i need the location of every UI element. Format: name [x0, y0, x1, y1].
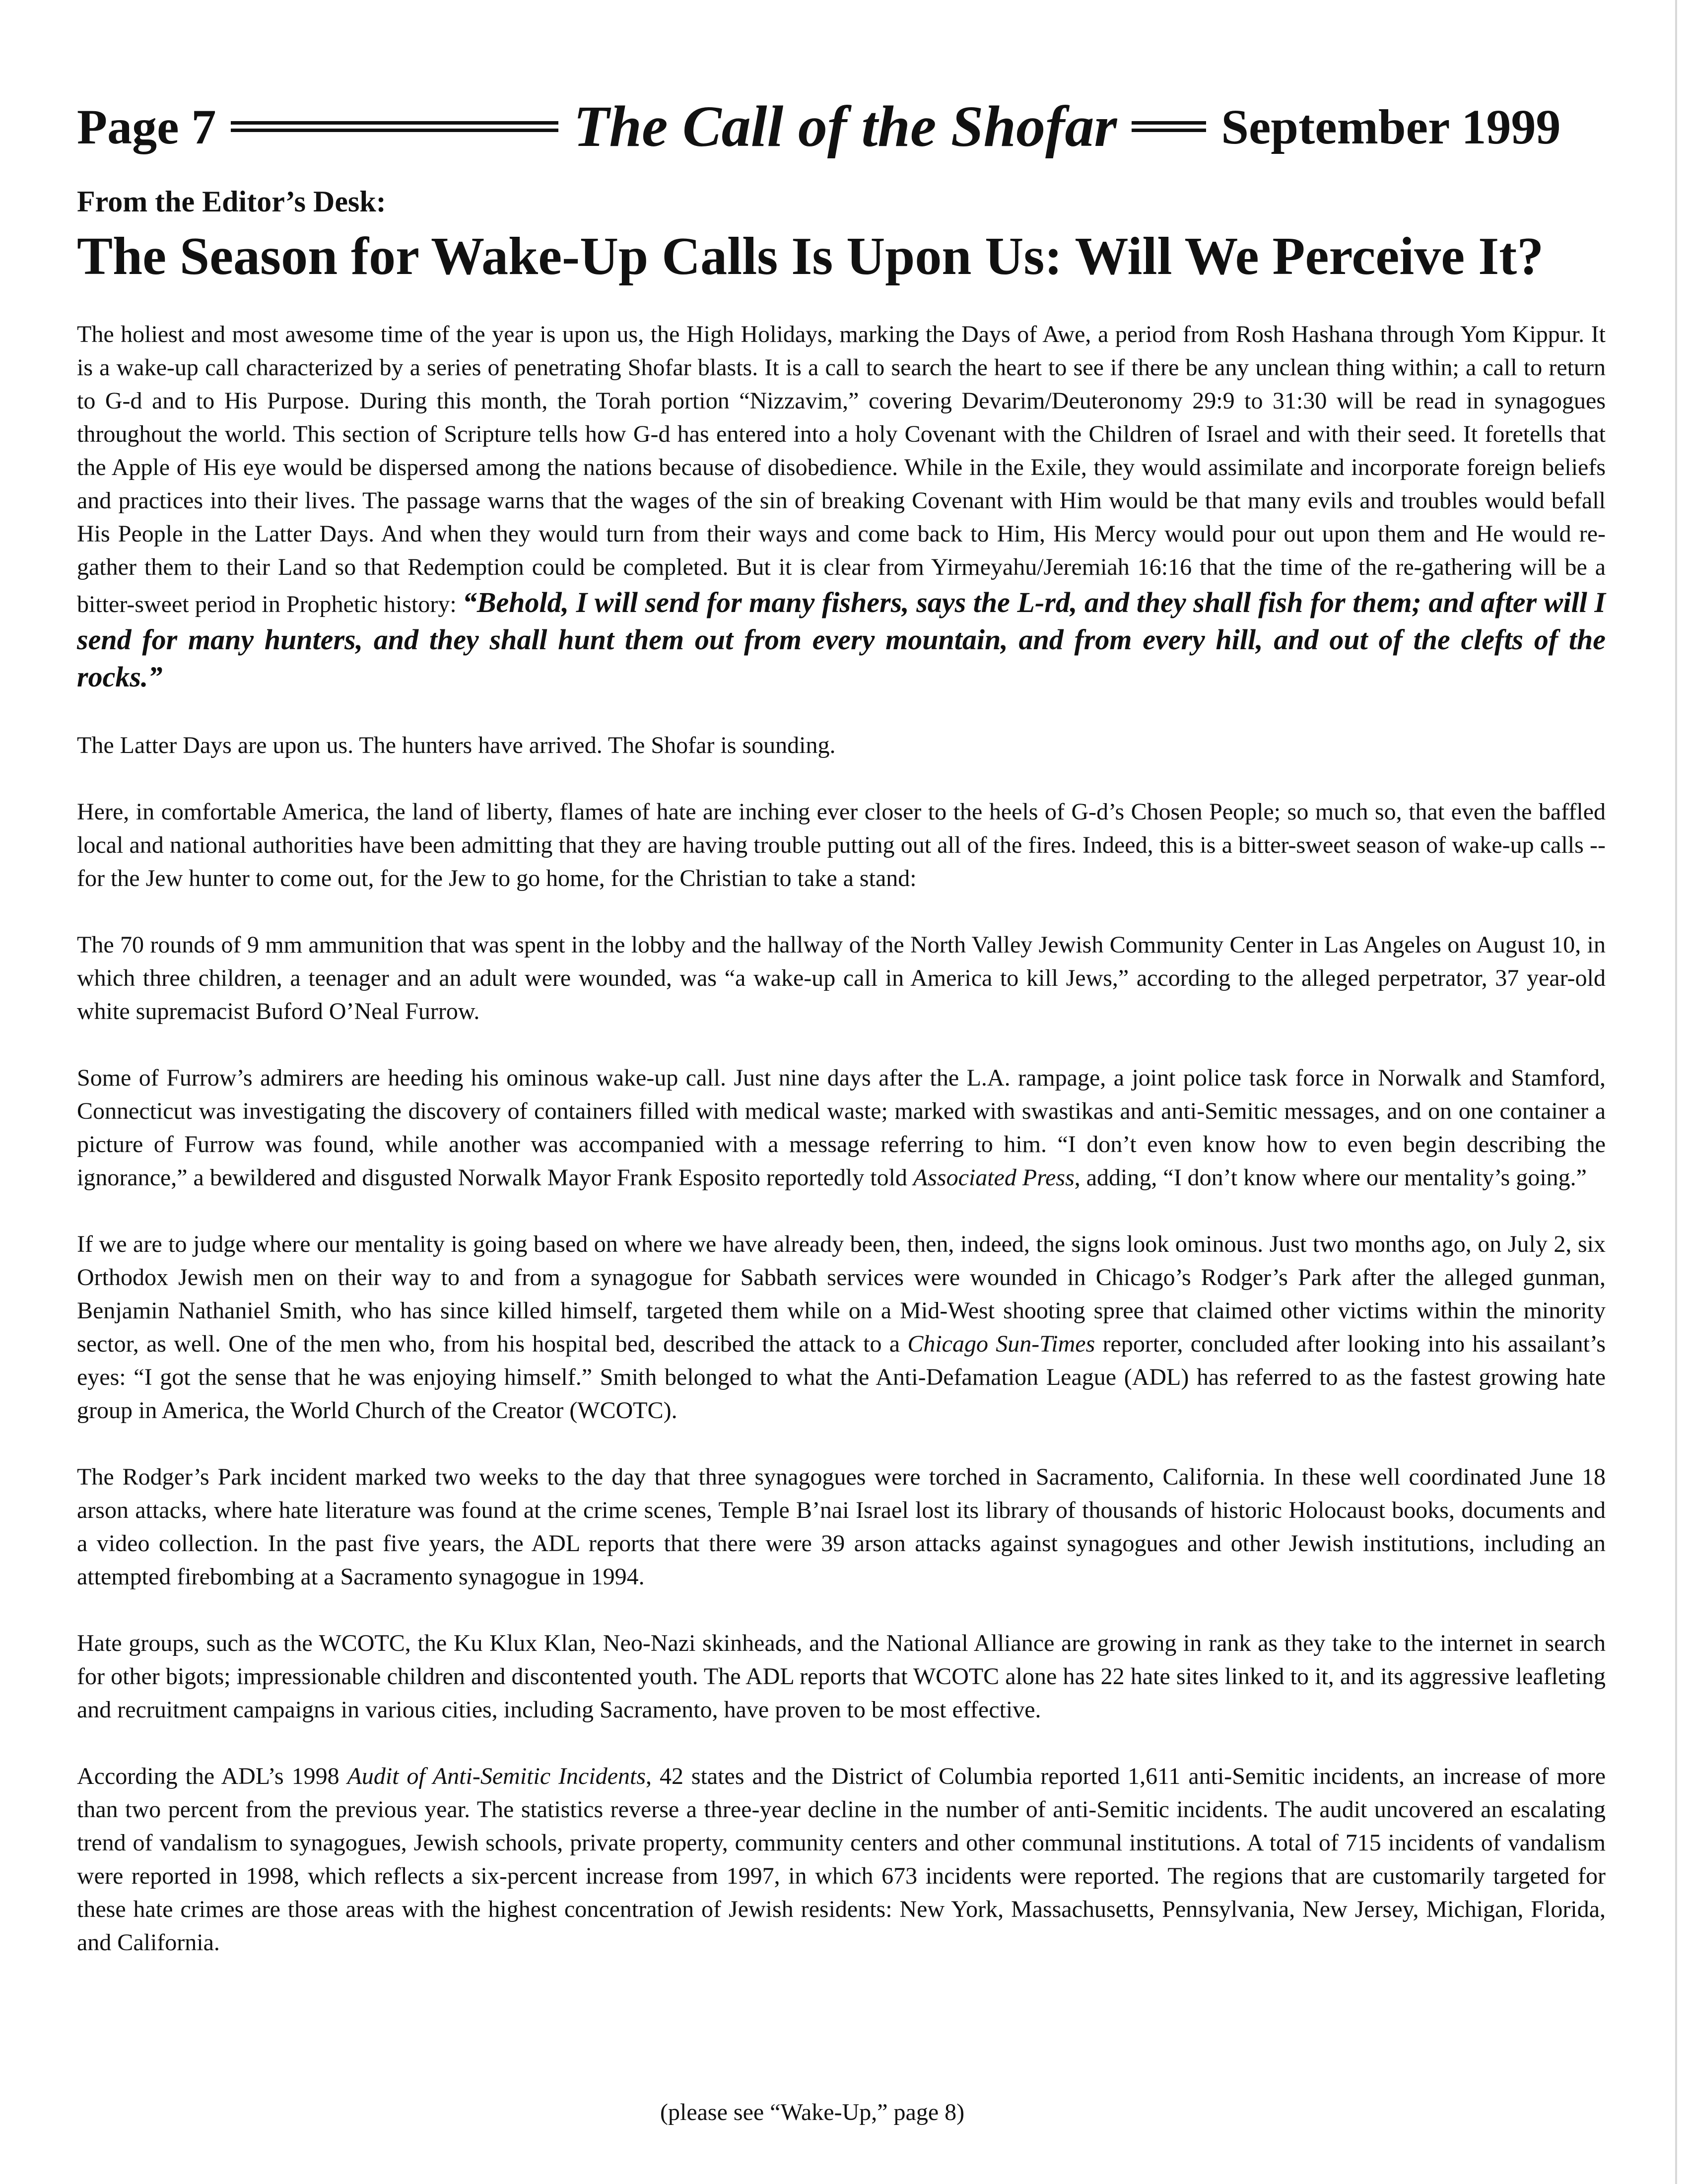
jeremiah-quote: “Behold, I will send for many fishers, says the L-rd, and they shall fish for them; and after will I send for many hunters, and they shall hunt them out from every mountain, and from every hill, and out of the clefts of the rocks.”	[77, 586, 1606, 693]
publication-name: Associated Press	[913, 1164, 1075, 1191]
paragraph-1	[77, 318, 1606, 695]
paragraph-5	[77, 1061, 1606, 1194]
masthead-rule-left	[231, 121, 558, 132]
paragraph-7: The Rodger’s Park incident marked two weeks to the day that three synagogues were torched in Sacramento, California. In these well coordinated June 18 arson attacks, where hate literature was found at the crime scenes, Temple B’nai Israel lost its library of thousands of historic Holocaust books, documents and a video collection. In the past five years, the ADL reports that there were 39 arson attacks against synagogues and other Jewish institutions, including an attempted firebombing at a Sacramento synagogue in 1994.	[77, 1464, 1606, 1590]
article-headline: The Season for Wake-Up Calls Is Upon Us: Will We Perceive It?	[77, 227, 1544, 286]
paragraph-1-text: The holiest and most awesome time of the year is upon us, the High Holidays, marking the Days of Awe, a period from Rosh Hashana through Yom Kippur. It is a wake-up call characterized by a series of penetrating Shofar blasts. It is a call to search the heart to see if there be any unclean thing within; a call to return to G-d and to His Purpose. During this month, the Torah portion “Nizzavim,” covering Devarim/Deuteronomy 29:9 to 31:30 will be read in synagogues throughout the world. This section of Scripture tells how G-d has entered into a holy Covenant with the Children of Israel and with their seed. It foretells that the Apple of His eye would be dispersed among the nations because of disobedience. While in the Exile, they would assimilate and incorporate foreign beliefs and practices into their lives. The passage warns that the wages of the sin of breaking Covenant with Him would be that many evils and troubles would befall His People in the Latter Days. And when they would turn from their ways and come back to Him, His Mercy would pour out upon them and He would re-gather them to their Land so that Redemption could be completed. But it is clear from Yirmeyahu/Jeremiah 16:16 that the time of the re-gathering will be a bitter-sweet period in Prophetic history:	[77, 321, 1606, 617]
paragraph-4: The 70 rounds of 9 mm ammunition that was spent in the lobby and the hallway of the North Valley Jewish Community Center in Las Angeles on August 10, in which three children, a teenager and an adult were wounded, was “a wake-up call in America to kill Jews,” according to the alleged perpetrator, 37 year-old white supremacist Buford O’Neal Furrow.	[77, 932, 1606, 1024]
page-number: Page 7	[77, 99, 216, 154]
article-body	[77, 318, 1606, 1992]
paragraph-3: Here, in comfortable America, the land of liberty, flames of hate are inching ever closer to the heels of G-d’s Chosen People; so much so, that even the baffled local and national authorities have been admitting that they are having trouble putting out all of the fires. Indeed, this is a bitter-sweet season of wake-up calls -- for the Jew hunter to come out, for the Jew to go home, for the Christian to take a stand:	[77, 799, 1606, 891]
paragraph-9-text-b: , 42 states and the District of Columbia reported 1,611 anti-Semitic incidents, an increase of more than two percent from the previous year. The statistics reverse a three-year decline in the number of anti-Semitic incidents. The audit uncovered an escalating trend of vandalism to synagogues, Jewish schools, private property, community centers and other communal institutions. A total of 715 incidents of vandalism were reported in 1998, which reflects a six-percent increase from 1997, in which 673 incidents were reported. The regions that are customarily targeted for these hate crimes are those areas with the highest concentration of Jewish residents: New York, Massachusetts, Pennsylvania, New Jersey, Michigan, Florida, and California.	[77, 1763, 1606, 1956]
issue-date: September 1999	[1221, 99, 1561, 154]
publication-name: Chicago Sun-Times	[907, 1331, 1095, 1357]
masthead	[77, 94, 1613, 159]
paragraph-9	[77, 1760, 1606, 1959]
page-edge-line	[1675, 0, 1677, 2184]
paragraph-6-text-b: reporter, concluded after looking into his assailant’s eyes: “I got the sense that he was enjoying himself.” Smith belonged to what the Anti-Defamation League (ADL) has referred to as the fastest growing hate group in America, the World Church of the Creator (WCOTC).	[77, 1331, 1606, 1424]
article-kicker: From the Editor’s Desk:	[77, 185, 386, 218]
report-title: Audit of Anti-Semitic Incidents	[347, 1763, 646, 1789]
continuation-note: (please see “Wake-Up,” page 8)	[660, 2099, 965, 2125]
paragraph-8: Hate groups, such as the WCOTC, the Ku Klux Klan, Neo-Nazi skinheads, and the National Alliance are growing in rank as they take to the internet in search for other bigots; impressionable children and discontented youth. The ADL reports that WCOTC alone has 22 hate sites linked to it, and its aggressive leafleting and recruitment campaigns in various cities, including Sacramento, have proven to be most effective.	[77, 1630, 1606, 1723]
paragraph-6-text-a: If we are to judge where our mentality is going based on where we have already been, then, indeed, the signs look ominous. Just two months ago, on July 2, six Orthodox Jewish men on their way to and from a synagogue for Sabbath services were wounded in Chicago’s Rodger’s Park after the alleged gunman, Benjamin Nathaniel Smith, who has since killed himself, targeted them while on a Mid-West shooting spree that claimed other victims within the minority sector, as well. One of the men who, from his hospital bed, described the attack to a	[77, 1231, 1606, 1357]
paragraph-2: The Latter Days are upon us. The hunters have arrived. The Shofar is sounding.	[77, 732, 836, 758]
paragraph-5-text-b: , adding, “I don’t know where our mentality’s going.”	[1074, 1164, 1587, 1191]
paragraph-6	[77, 1228, 1606, 1427]
newsletter-title: The Call of the Shofar	[573, 94, 1117, 159]
paragraph-9-text-a: According the ADL’s 1998	[77, 1763, 347, 1789]
masthead-rule-right	[1132, 121, 1206, 132]
paragraph-5-text-a: Some of Furrow’s admirers are heeding his ominous wake-up call. Just nine days after the L.A. rampage, a joint police task force in Norwalk and Stamford, Connecticut was investigating the discovery of containers filled with medical waste; marked with swastikas and anti-Semitic messages, and on one container a picture of Furrow was found, while another was accompanied with a message referring to him. “I don’t even know how to even begin describing the ignorance,” a bewildered and disgusted Norwalk Mayor Frank Esposito reportedly told	[77, 1065, 1606, 1191]
